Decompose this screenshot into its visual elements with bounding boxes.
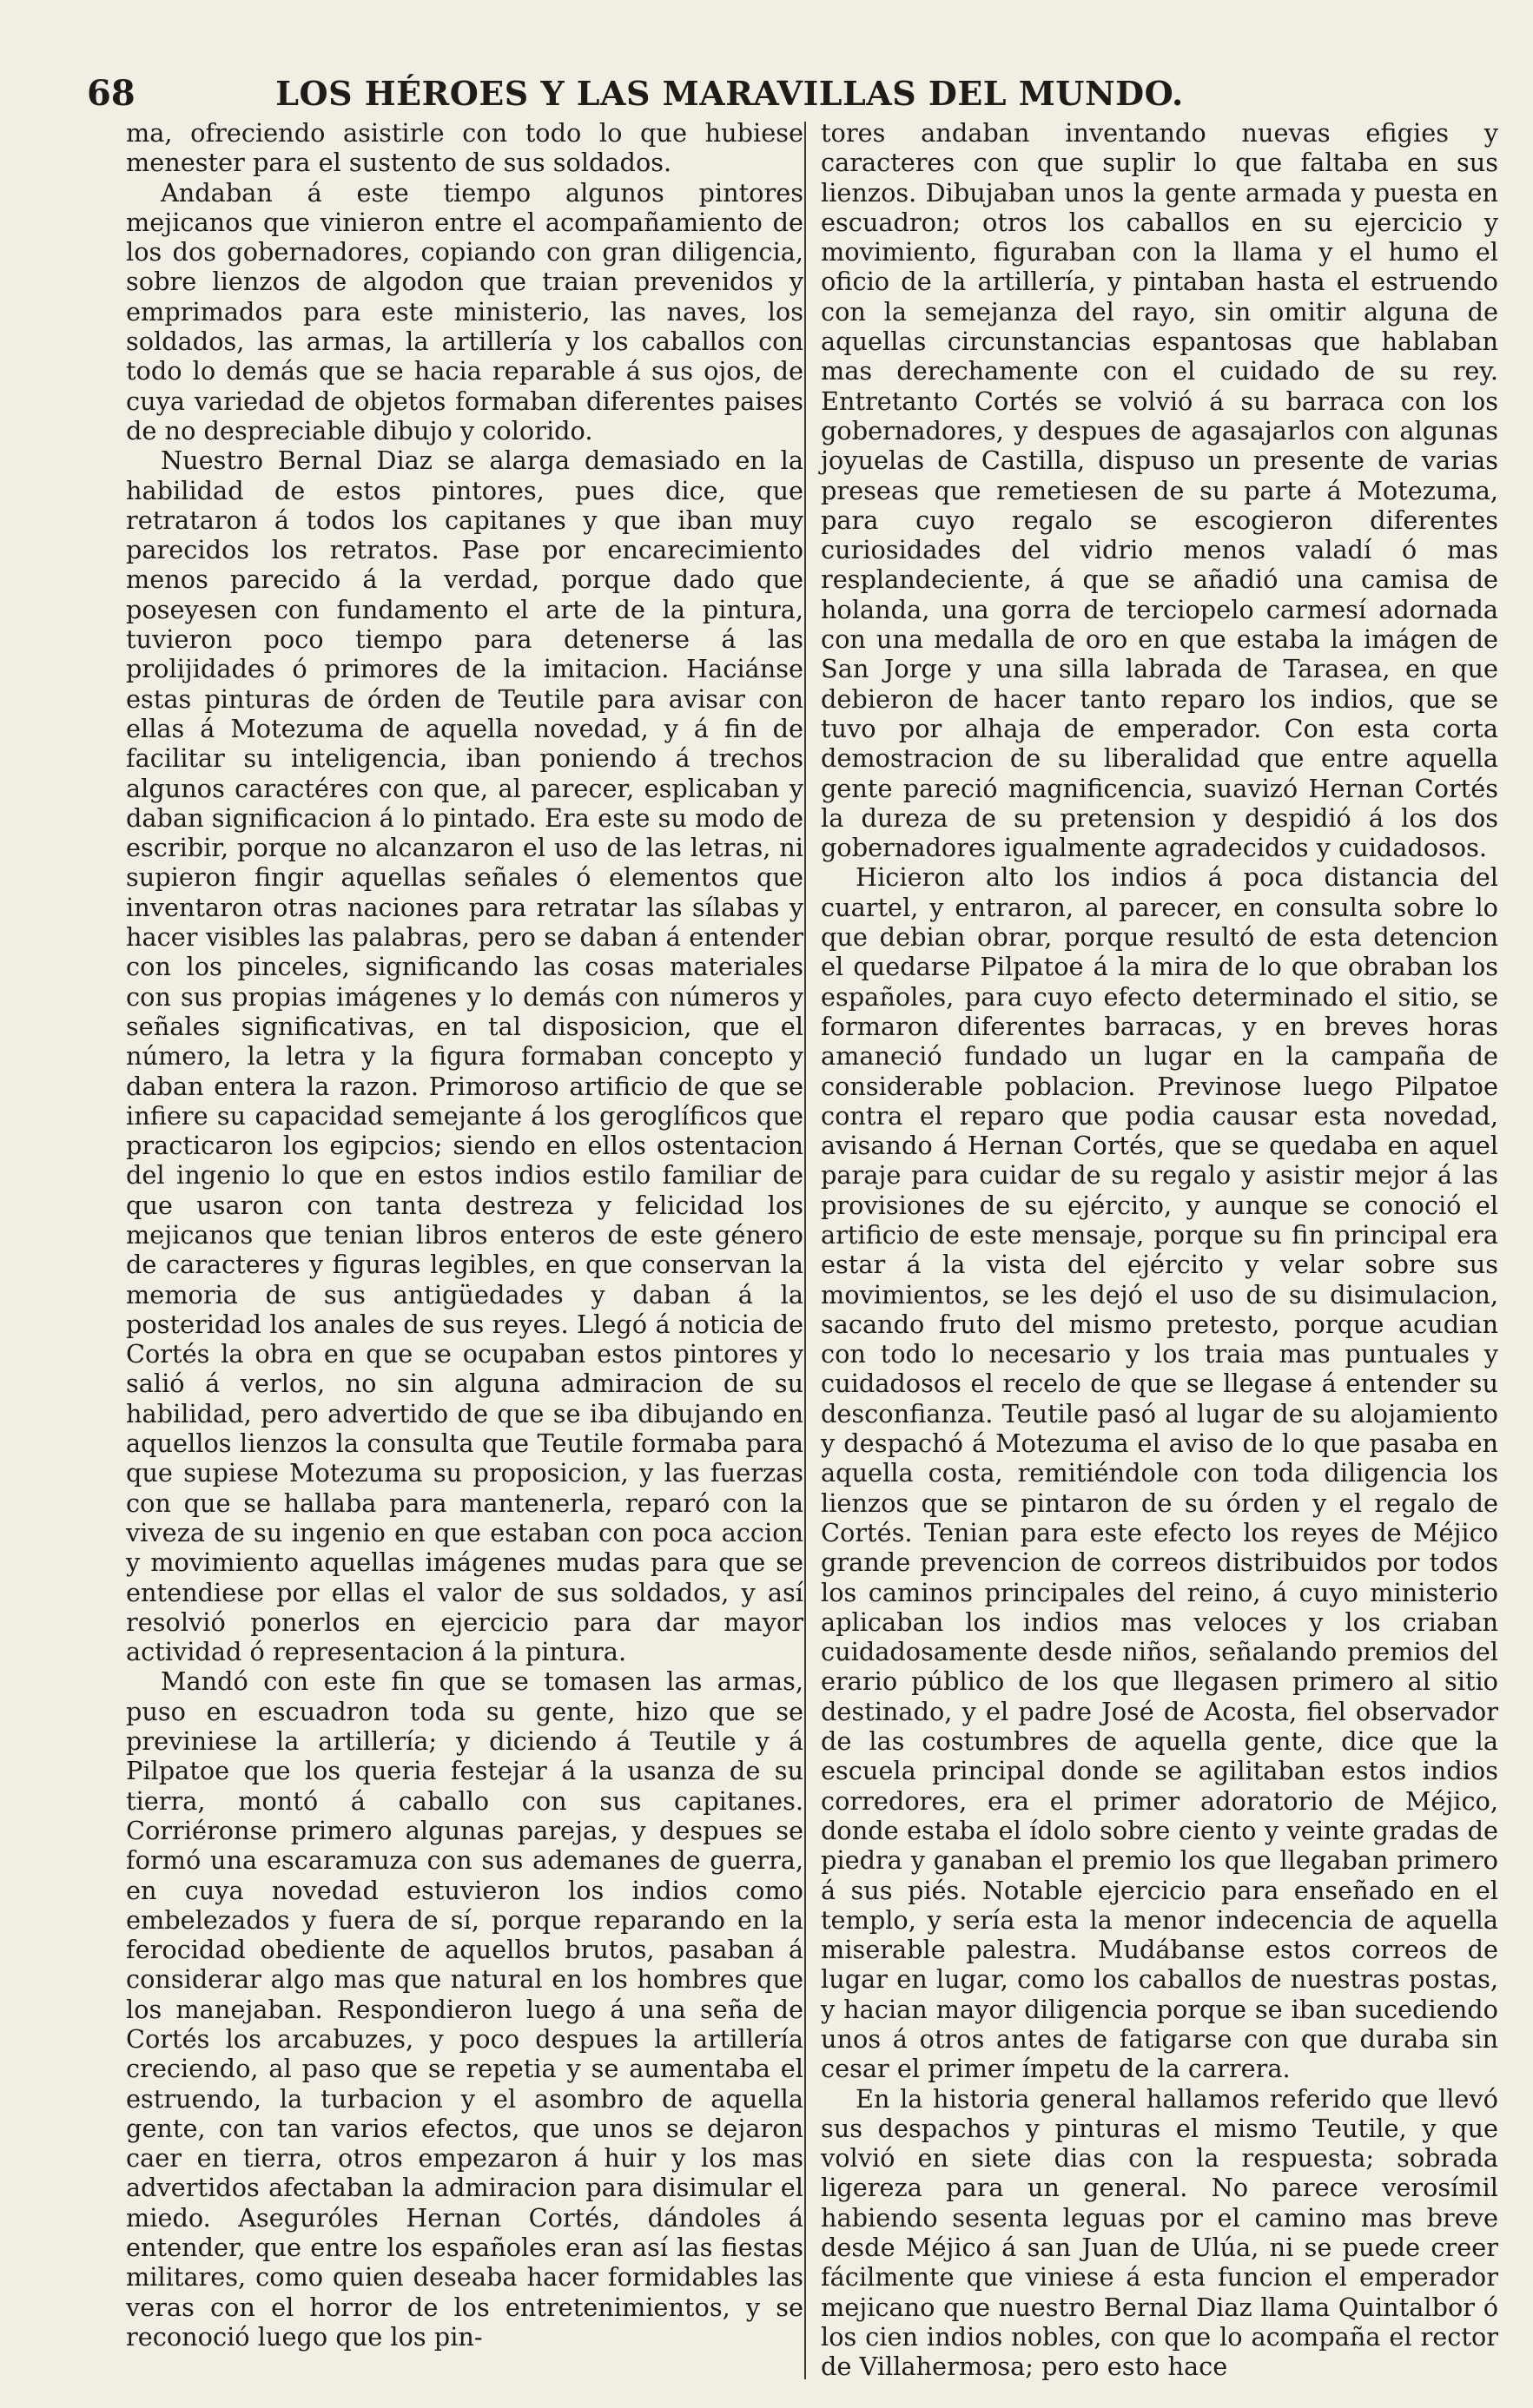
page-header xyxy=(87,68,1485,120)
running-title: LOS HÉROES Y LAS MARAVILLAS DEL MUNDO. xyxy=(275,74,1184,113)
paragraph: tores andaban inventando nuevas efigies y caracteres con que suplir lo que faltaba en sus lienzos. Dibujaban unos la gente armada y puesta en escuadron; otros los caballos en su ejercicio y movimiento, figuraban con la llama y el humo el oficio de la artillería, y pintaban hasta el estruendo con la semejanza del rayo, sin omitir alguna de aquellas circunstancias espantosas que hablaban mas derechamente con el cuidado de su rey. Entretanto Cortés se volvió á su barraca con los gobernadores, y despues de agasajarlos con algunas joyuelas de Castilla, dispuso un presente de varias preseas que remetiesen de su parte á Motezuma, para cuyo regalo se escogieron diferentes curiosidades del vidrio menos valadí ó mas resplandeciente, á que se añadió una camisa de holanda, una gorra de terciopelo carmesí adornada con una medalla de oro en que estaba la imágen de San Jorge y una silla labrada de Tarasea, en que debieron de hacer tanto reparo los indios, que se tuvo por alhaja de emperador. Con esta corta demostracion de su liberalidad que entre aquella gente pareció magnificencia, suavizó Hernan Cortés la dureza de su pretension y despidió á los dos gobernadores igualmente agradecidos y cuidadosos. xyxy=(821,118,1498,863)
left-column xyxy=(126,118,803,2352)
paragraph: Nuestro Bernal Diaz se alarga demasiado en la habilidad de estos pintores, pues dice, que retrataron á todos los capitanes y que iban muy parecidos los retratos. Pase por encarecimiento menos parecido á la verdad, porque dado que poseyesen con fundamento el arte de la pintura, tuvieron poco tiempo para detenerse á las prolijidades ó primores de la imitacion. Haciánse estas pinturas de órden de Teutile para avisar con ellas á Motezuma de aquella novedad, y á fin de facilitar su inteligencia, iban poniendo á trechos algunos caractéres con que, al parecer, esplicaban y daban significacion á lo pintado. Era este su modo de escribir, porque no alcanzaron el uso de las letras, ni supieron fingir aquellas señales ó elementos que inventaron otras naciones para retratar las sílabas y hacer visibles las palabras, pero se daban á entender con los pinceles, significando las cosas materiales con sus propias imágenes y lo demás con números y señales significativas, en tal disposicion, que el número, la letra y la figura formaban concepto y daban entera la razon. Primoroso artificio de que se infiere su capacidad semejante á los geroglíficos que practicaron los egipcios; siendo en ellos ostentacion del ingenio lo que en estos indios estilo familiar de que usaron con tanta destreza y felicidad los mejicanos que tenian libros enteros de este género de caracteres y figuras legibles, en que conservan la memoria de sus antigüedades y daban á la posteridad los anales de sus reyes. Llegó á noticia de Cortés la obra en que se ocupaban estos pintores y salió á verlos, no sin alguna admiracion de su habilidad, pero advertido de que se iba dibujando en aquellos lienzos la consulta que Teutile formaba para que supiese Motezuma su proposicion, y las fuerzas con que se hallaba para mantenerla, reparó con la viveza de su ingenio en que estaban con poca accion y movimiento aquellas imágenes mudas para que se entendiese por ellas el valor de sus soldados, y así resolvió ponerlos en ejercicio para dar mayor actividad ó representacion á la pintura. xyxy=(126,445,803,1667)
right-column xyxy=(821,118,1498,2382)
paragraph: Andaban á este tiempo algunos pintores mejicanos que vinieron entre el acompañamiento de los dos gobernadores, copiando con gran diligencia, sobre lienzos de algodon que traian prevenidos y emprimados para este ministerio, las naves, los soldados, las armas, la artillería y los caballos con todo lo demás que se hacia reparable á sus ojos, de cuya variedad de objetos formaban diferentes paises de no despreciable dibujo y colorido. xyxy=(126,177,803,445)
page-number: 68 xyxy=(87,73,135,114)
column-divider xyxy=(804,122,806,2379)
paragraph: En la historia general hallamos referido que llevó sus despachos y pinturas el mismo Teutile, y que volvió en siete dias con la respuesta; sobrada ligereza para un general. No parece verosímil habiendo sesenta leguas por el camino mas breve desde Méjico á san Juan de Ulúa, ni se puede creer fácilmente que viniese á esta funcion el emperador mejicano que nuestro Bernal Diaz llama Quintalbor ó los cien indios nobles, con que lo acompaña el rector de Villahermosa; pero esto hace xyxy=(821,2083,1498,2382)
paragraph: Mandó con este fin que se tomasen las armas, puso en escuadron toda su gente, hizo que se previniese la artillería; y diciendo á Teutile y á Pilpatoe que los queria festejar á la usanza de su tierra, montó á caballo con sus capitanes. Corriéronse primero algunas parejas, y despues se formó una escaramuza con sus ademanes de guerra, en cuya novedad estuvieron los indios como embelezados y fuera de sí, porque reparando en la ferocidad obediente de aquellos brutos, pasaban á considerar algo mas que natural en los hombres que los manejaban. Respondieron luego á una seña de Cortés los arcabuzes, y poco despues la artillería creciendo, al paso que se repetia y se aumentaba el estruendo, la turbacion y el asombro de aquella gente, con tan varios efectos, que unos se dejaron caer en tierra, otros empezaron á huir y los mas advertidos afectaban la admiracion para disimular el miedo. Aseguróles Hernan Cortés, dándoles á entender, que entre los españoles eran así las fiestas militares, como quien deseaba hacer formidables las veras con el horror de los entretenimientos, y se reconoció luego que los pin- xyxy=(126,1666,803,2352)
paragraph: Hicieron alto los indios á poca distancia del cuartel, y entraron, al parecer, en consulta sobre lo que debian obrar, porque resultó de esta detencion el quedarse Pilpatoe á la mira de lo que obraban los españoles, para cuyo efecto determinado el sitio, se formaron diferentes barracas, y en breves horas amaneció fundado un lugar en la campaña de considerable poblacion. Previnose luego Pilpatoe contra el reparo que podia causar esta novedad, avisando á Hernan Cortés, que se quedaba en aquel paraje para cuidar de su regalo y asistir mejor á las provisiones de su ejército, y aunque se conoció el artificio de este mensaje, porque su fin principal era estar á la vista del ejército y velar sobre sus movimientos, se les dejó el uso de su disimulacion, sacando fruto del mismo pretesto, porque acudian con todo lo necesario y los traia mas puntuales y cuidadosos el recelo de que se llegase á entender su desconfianza. Teutile pasó al lugar de su alojamiento y despachó á Motezuma el aviso de lo que pasaba en aquella costa, remitiéndole con toda diligencia los lienzos que se pintaron de su órden y el regalo de Cortés. Tenian para este efecto los reyes de Méjico grande prevencion de correos distribuidos por todos los caminos principales del reino, á cuyo ministerio aplicaban los indios mas veloces y los criaban cuidadosamente desde niños, señalando premios del erario público de los que llegasen primero al sitio destinado, y el padre José de Acosta, fiel observador de las costumbres de aquella gente, dice que la escuela principal donde se agilitaban estos indios corredores, era el primer adoratorio de Méjico, donde estaba el ídolo sobre ciento y veinte gradas de piedra y ganaban el premio los que llegaban primero á sus piés. Notable ejercicio para enseñado en el templo, y sería esta la menor indecencia de aquella miserable palestra. Mudábanse estos correos de lugar en lugar, como los caballos de nuestras postas, y hacian mayor diligencia porque se iban sucediendo unos á otros antes de fatigarse con que duraba sin cesar el primer ímpetu de la carrera. xyxy=(821,862,1498,2084)
paragraph: ma, ofreciendo asistirle con todo lo que hubiese menester para el sustento de sus soldados. xyxy=(126,118,803,178)
